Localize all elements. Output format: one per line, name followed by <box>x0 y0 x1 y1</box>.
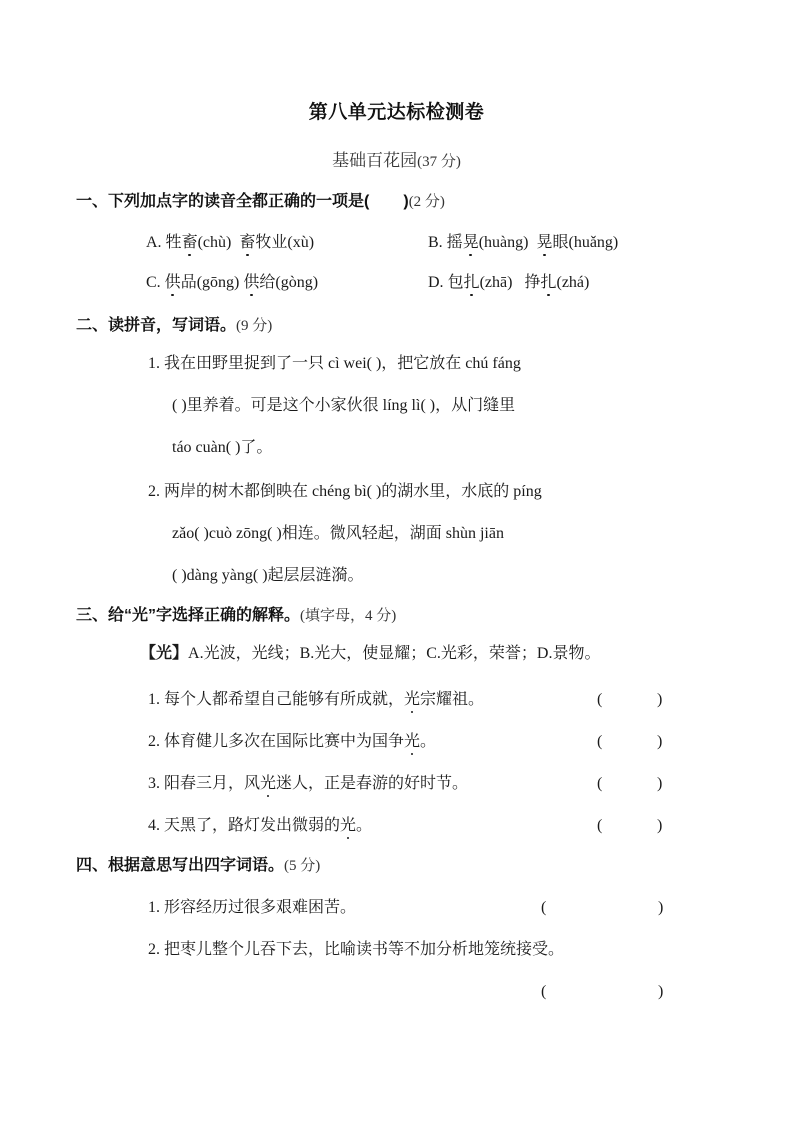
option-c-label: C. <box>146 274 161 291</box>
section-2-q1-line-1 <box>148 356 521 372</box>
option-b-item-2-dotted: 晃 <box>536 234 553 251</box>
section-3-q4-pre: 天黑了，路灯发出微弱的 <box>164 817 341 834</box>
option-b-item-2-post: 眼(huǎng) <box>552 234 619 251</box>
option-c-item-1-post: 品(gōng) <box>180 274 240 291</box>
section-2-q1-line-2: ( )里养着。可是这个小家伙很 líng lì( )，从门缝里 <box>172 397 516 414</box>
section-3-glossary-key: 【光】 <box>140 645 189 662</box>
section-3-glossary <box>140 646 600 662</box>
section-2-q2-line-2: zǎo( )cuò zōng( )相连。微风轻起，湖面 shùn jiān <box>172 525 504 542</box>
section-3-q1-dotted: 光 <box>404 691 421 708</box>
section-3-q2-answer-open: ( <box>597 733 603 750</box>
page-subtitle <box>48 122 745 170</box>
section-4-q2 <box>148 942 564 958</box>
section-4-heading <box>62 858 320 874</box>
section-2-q2-line-3: ( )dàng yàng( )起层层涟漪。 <box>172 567 364 584</box>
option-b-item-1-dotted: 晃 <box>462 234 479 251</box>
option-d-item-2-post: (zhá) <box>556 274 590 291</box>
option-b-item-1 <box>447 234 529 251</box>
section-3-q4-answer-open: ( <box>597 817 603 834</box>
section-4-title: 根据意思写出四字词语。 <box>108 857 285 874</box>
section-3-q4-dotted: 光 <box>340 817 357 834</box>
section-1-title-tail: ) <box>403 193 409 210</box>
option-b-item-1-pre: 摇 <box>446 234 463 251</box>
section-3-q3-answer-open: ( <box>597 775 603 792</box>
section-4-q1 <box>148 900 356 916</box>
section-3-q1-answer-close[interactable]: ) <box>657 691 663 708</box>
section-4-q2-answer-open: ( <box>541 983 547 1000</box>
section-2-number: 二、 <box>76 317 109 334</box>
section-2-heading <box>62 318 272 334</box>
option-b-item-1-post: (huàng) <box>478 234 529 251</box>
section-3-q2 <box>148 734 436 750</box>
section-3-q1-number: 1. <box>148 691 160 708</box>
option-d-label: D. <box>428 274 444 291</box>
section-1-heading <box>62 194 445 210</box>
section-1-title: 下列加点字的读音全都正确的一项是( <box>108 193 370 210</box>
option-a-item-2 <box>239 234 314 251</box>
section-2-q1-number: 1. <box>148 355 160 372</box>
section-4-q2-number: 2. <box>148 941 160 958</box>
section-3-q1-pre: 每个人都希望自己能够有所成就， <box>164 691 405 708</box>
section-3-q3-post: 迷人，正是春游的好时节。 <box>276 775 469 792</box>
option-c-item-2-dotted: 供 <box>243 274 260 291</box>
section-2-title: 读拼音，写词语。 <box>108 317 237 334</box>
option-a-item-1-dotted: 畜 <box>181 234 198 251</box>
option-d-item-1-pre: 包 <box>447 274 464 291</box>
section-3-q3-answer-close[interactable]: ) <box>657 775 663 792</box>
section-3-q3-number: 3. <box>148 775 160 792</box>
section-3-glossary-text: A.光波，光线；B.光大，使显耀；C.光彩，荣誉；D.景物。 <box>188 645 601 662</box>
section-3-q3-pre: 阳春三月，风 <box>164 775 261 792</box>
section-3-heading <box>62 608 396 624</box>
option-d-item-1-dotted: 扎 <box>463 274 480 291</box>
option-b[interactable] <box>428 235 618 251</box>
section-4-q1-text: 形容经历过很多艰难困苦。 <box>164 899 357 916</box>
section-4-q1-answer-close[interactable]: ) <box>658 899 664 916</box>
section-3-q4-answer-close[interactable]: ) <box>657 817 663 834</box>
section-3-q4 <box>148 818 372 834</box>
section-3-q2-answer-close[interactable]: ) <box>657 733 663 750</box>
section-3-q2-post: 。 <box>420 733 437 750</box>
page-title: 第八单元达标检测卷 <box>308 102 485 123</box>
section-1-score: (2 分) <box>408 194 445 210</box>
option-b-item-2 <box>536 234 618 251</box>
section-3-q1-post: 宗耀祖。 <box>420 691 485 708</box>
option-c-item-1 <box>165 274 240 291</box>
section-3-q4-number: 4. <box>148 817 160 834</box>
option-d[interactable] <box>428 275 589 291</box>
option-a[interactable] <box>146 235 314 251</box>
subtitle-text: 基础百花园 <box>332 151 418 170</box>
option-c-item-2-post: 给(gòng) <box>259 274 319 291</box>
option-a-item-2-dotted: 畜 <box>239 234 256 251</box>
section-3-score: (填字母，4 分) <box>300 608 397 624</box>
section-1-number: 一、 <box>76 193 109 210</box>
option-d-item-1-post: (zhā) <box>479 274 513 291</box>
section-3-q2-pre: 体育健儿多次在国际比赛中为国争 <box>164 733 405 750</box>
section-2-score: (9 分) <box>236 318 273 334</box>
option-d-item-1 <box>448 274 513 291</box>
section-4-q2-text: 把枣儿整个儿吞下去，比喻读书等不加分析地笼统接受。 <box>164 941 565 958</box>
section-3-q4-post: 。 <box>356 817 373 834</box>
section-4-q2-answer-close[interactable]: ) <box>658 983 664 1000</box>
section-3-q1 <box>148 692 484 708</box>
section-4-q1-answer-open: ( <box>541 899 547 916</box>
option-c[interactable] <box>146 275 318 291</box>
option-c-item-1-dotted: 供 <box>164 274 181 291</box>
section-2-q2-number: 2. <box>148 483 160 500</box>
section-4-q1-number: 1. <box>148 899 160 916</box>
subtitle-score: (37 分) <box>417 154 461 170</box>
section-4-score: (5 分) <box>284 858 321 874</box>
section-2-q1-text-1: 我在田野里捉到了一只 cì wei( )，把它放在 chú fáng <box>164 355 521 372</box>
section-3-number: 三、 <box>76 607 109 624</box>
option-d-item-2-pre: 挣 <box>524 274 541 291</box>
section-3-q3-dotted: 光 <box>260 775 277 792</box>
section-3-q2-number: 2. <box>148 733 160 750</box>
option-b-label: B. <box>428 234 443 251</box>
section-3-title: 给“光”字选择正确的解释。 <box>108 607 301 624</box>
option-d-item-2 <box>524 274 589 291</box>
option-a-label: A. <box>146 234 162 251</box>
option-a-item-1-post: (chù) <box>197 234 232 251</box>
section-4-number: 四、 <box>76 857 109 874</box>
section-3-q3 <box>148 776 468 792</box>
option-c-item-2 <box>243 274 318 291</box>
option-a-item-2-post: 牧业(xù) <box>255 234 315 251</box>
section-3-q2-dotted: 光 <box>404 733 421 750</box>
section-2-q2-line-1 <box>148 484 542 500</box>
section-2-q1-line-3: táo cuàn( )了。 <box>172 439 273 456</box>
section-3-q1-answer-open: ( <box>597 691 603 708</box>
option-a-item-1 <box>166 234 232 251</box>
option-d-item-2-dotted: 扎 <box>540 274 557 291</box>
option-a-item-1-pre: 牲 <box>165 234 182 251</box>
section-2-q2-text-1: 两岸的树木都倒映在 chéng bì( )的湖水里，水底的 píng <box>164 483 542 500</box>
